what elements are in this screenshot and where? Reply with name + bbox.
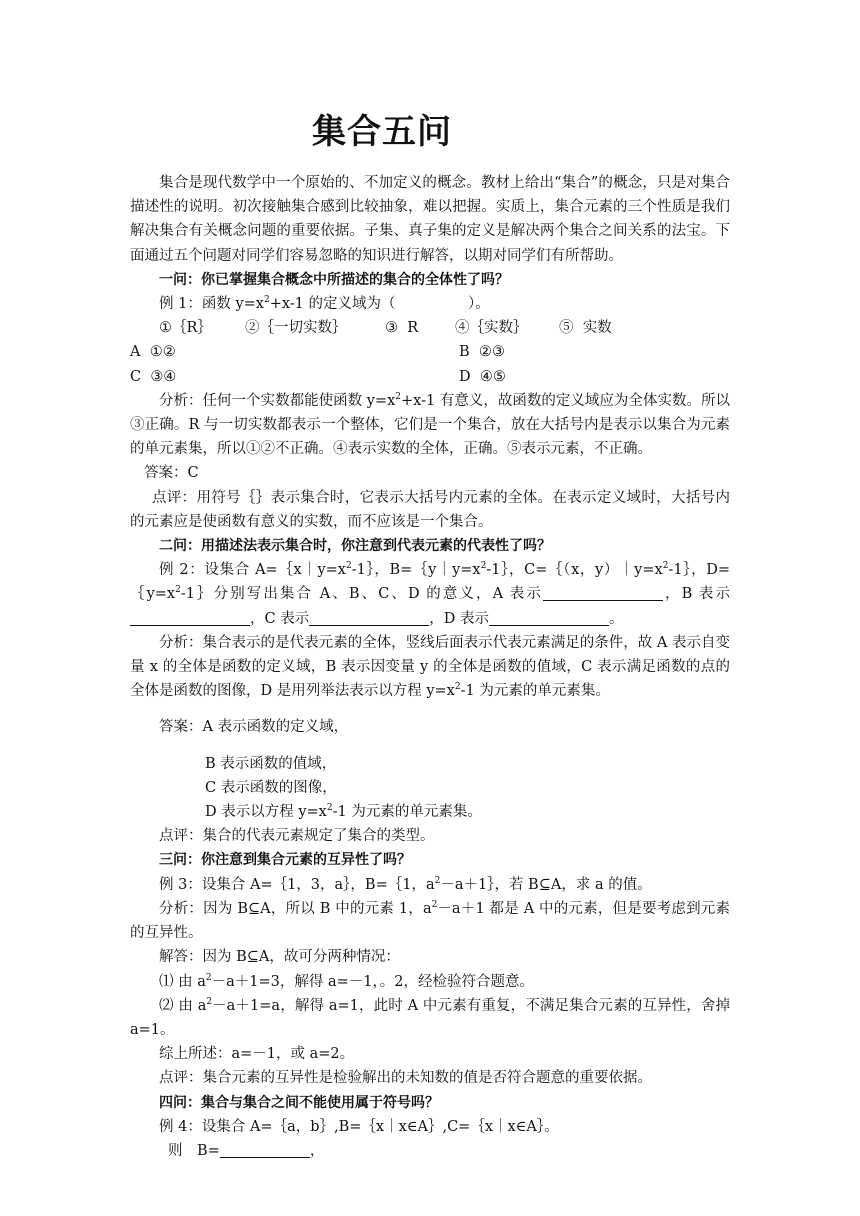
choices-row-1 bbox=[130, 340, 730, 364]
choice-c: C ③④ bbox=[130, 368, 177, 385]
choice-b: B ②③ bbox=[459, 344, 505, 361]
example-4-blank-line: 则 B= ， bbox=[168, 1142, 325, 1159]
intro-paragraph: 集合是现代数学中一个原始的、不加定义的概念。教材上给出“集合”的概念，只是对集合描述性的说明。初次接触集合感到比较抽象，难以把握。实质上，集合元素的三个性质是我们解决集合有关概念问题的重要依据。子集、真子集的定义是解决两个集合之间关系的法宝。下面通过五个问题对同学们容易忽略的知识进行解答，以期对同学们有所帮助。 bbox=[130, 175, 730, 264]
analysis-1: 分析：任何一个实数都能使函数 $y=x^2+x-1$ 有意义，故函数的定义域应为全体实数。所以③正确。R 与一切实数都表示一个整体，它们是一个集合，放在大括号内是表示以集合为元素的单元素集，所以①②不正确。④表示实数的全体，正确。⑤表示元素，不正确。 bbox=[130, 391, 730, 458]
example-4: 例 4：设集合 A=｛a，b｝,B=｛x｜x∈A｝,C=｛x｜x∈A｝。 bbox=[159, 1118, 559, 1135]
blank-b bbox=[130, 609, 250, 626]
blank-a bbox=[543, 584, 663, 601]
example-3: 例 3：设集合 A=｛1，3，a｝，B=｛1，$a^2-a+1\}$，若 B⊆A，求 a 的值。 bbox=[159, 875, 652, 893]
choices-row-2 bbox=[130, 365, 730, 389]
choice-a: A ①② bbox=[130, 344, 176, 361]
option-2: ②｛一切实数｝ bbox=[245, 320, 347, 337]
answer-2-line-4: D 表示以方程 $y=x^2-1$ 为元素的单元素集。 bbox=[205, 803, 482, 821]
page-title: 集合五问 bbox=[312, 112, 452, 152]
option-1: ①｛R｝ bbox=[159, 320, 212, 337]
choice-d: D ④⑤ bbox=[459, 368, 506, 385]
case-1: ⑴ 由 $a^2-a+1=3$，解得 a=－1，。2，经检验符合题意。 bbox=[159, 972, 534, 990]
example-1-options bbox=[130, 316, 730, 340]
example-1: 例 1：函数 $y=x^2+x-1$ 的定义域为（ ）。 bbox=[159, 295, 490, 313]
option-3: ③ R bbox=[385, 320, 419, 337]
option-5: ⑤ 实数 bbox=[559, 320, 612, 337]
summary-3: 综上所述：a=－1，或 a=2。 bbox=[159, 1046, 355, 1063]
document-body bbox=[130, 171, 730, 1163]
blank-d bbox=[489, 609, 609, 626]
answer-2-line-1: 答案：A 表示函数的定义域， bbox=[159, 719, 349, 736]
comment-2: 点评：集合的代表元素规定了集合的类型。 bbox=[159, 828, 435, 845]
blank-c bbox=[309, 609, 429, 626]
example-2: 例 2：设集合 $A=\{x|y=x^2-1\}$，$B=\{y|y=x^2-1\}$，C=｛（x，$y)|y=x^2-1\}$，$D=\{y=x^2-1\}$分别写出集合 A、B、C、D 的意义，A 表示 ，B 表示，C 表示 ，D 表示 。 bbox=[130, 561, 731, 627]
comment-1: 点评：用符号｛｝表示集合时，它表示大括号内元素的全体。在表示定义域时，大括号内的元素应是使函数有意义的实数，而不应该是一个集合。 bbox=[130, 489, 730, 530]
question-3-heading: 三问：你注意到集合元素的互异性了吗？ bbox=[159, 852, 411, 869]
option-4: ④｛实数｝ bbox=[455, 320, 528, 337]
question-2-heading: 二问：用描述法表示集合时，你注意到代表元素的代表性了吗？ bbox=[159, 538, 551, 555]
solution-3: 解答：因为 B⊆A，故可分两种情况： bbox=[159, 949, 400, 966]
question-1-heading: 一问：你已掌握集合概念中所描述的集合的全体性了吗？ bbox=[159, 271, 509, 288]
answer-2-line-2: B 表示函数的值域， bbox=[205, 755, 337, 772]
comment-3: 点评：集合元素的互异性是检验解出的未知数的值是否符合题意的重要依据。 bbox=[159, 1070, 652, 1087]
analysis-3: 分析：因为 B⊆A，所以 B 中的元素 1，$a^2-a+1$ 都是 A 中的元素，但是要考虑到元素的互异性。 bbox=[130, 899, 730, 942]
answer-1: 答案：C bbox=[144, 465, 199, 482]
question-4-heading: 四问：集合与集合之间不能使用属于符号吗？ bbox=[159, 1094, 439, 1111]
analysis-2: 分析：集合表示的是代表元素的全体，竖线后面表示代表元素满足的条件，故 A 表示自变量 x 的全体是函数的定义域，B 表示因变量 y 的全体是函数的值域，C 表示满足函数的点的全体是函数的图像，D 是用列举法表示以方程 $y=x^2-1$ 为元素的单元素集。 bbox=[130, 634, 730, 700]
case-2: ⑵ 由 $a^2-a+1=a$，解得 a=1，此时 A 中元素有重复，不满足集合元素的互异性，舍掉 a=1。 bbox=[130, 996, 730, 1038]
blank-b-value bbox=[220, 1141, 310, 1158]
answer-2-line-3: C 表示函数的图像， bbox=[205, 779, 337, 796]
